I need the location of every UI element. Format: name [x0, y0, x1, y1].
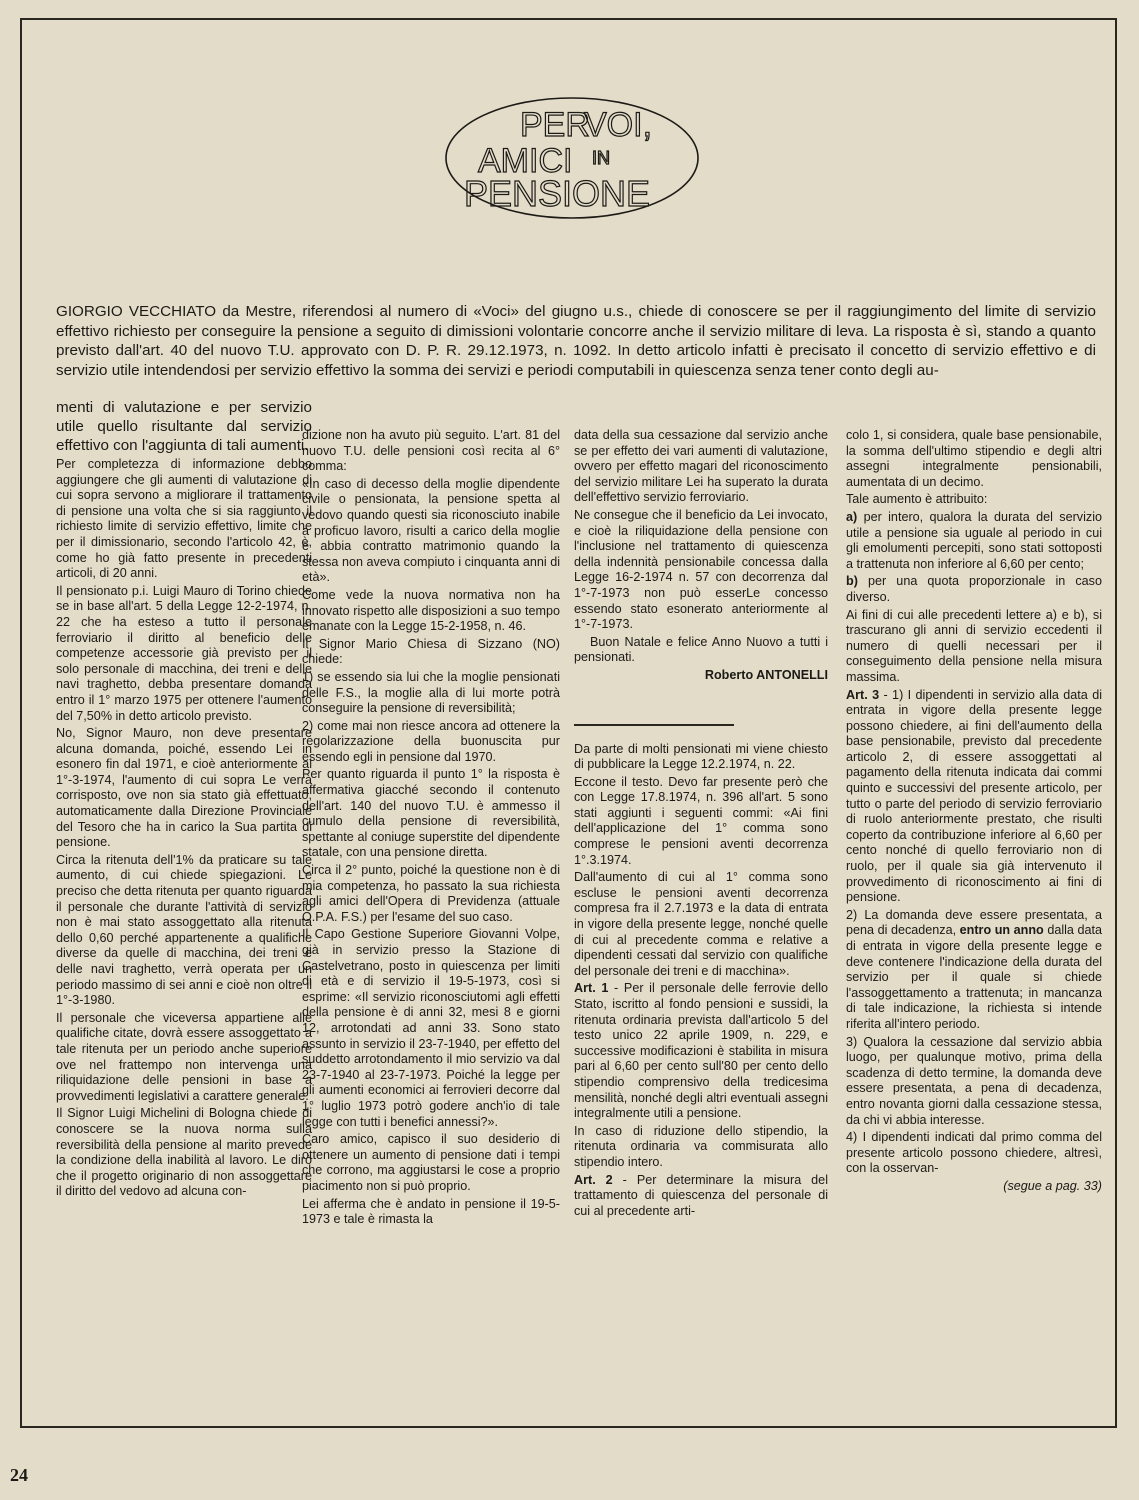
- list-item: [846, 510, 1102, 572]
- article-1: [574, 981, 828, 1121]
- paragraph: «In caso di decesso della moglie dipendente civile o pensionata, la pensione spetta al vedovo quando questi sia riconosciuto inabile a proficuo lavoro, risulti a carico della moglie e abbia contratto matrimonio quando la stessa non aveva compiuto i cinquanta anni di età».: [302, 476, 560, 585]
- paragraph: Caro amico, capisco il suo desiderio di ottenere un aumento di pensione dati i tempi che corrono, ma aggiustarsi le cose a proprio piacimento non si può proprio.: [302, 1132, 560, 1193]
- paragraph: Ne consegue che il beneficio da Lei invocato, e cioè la riliquidazione della pensione con l'inclusione nel trattamento di quiescenza della indennità pensionabile concessa dalla Legge 16-2-1974 n. 57 con decorrenza dal 1°-7-1973 non può esserLe concesso essendo stato esonerato anteriormente al 1°-7-1973.: [574, 507, 828, 632]
- continued-note: (segue a pag. 33): [1003, 1178, 1102, 1193]
- paragraph: Tale aumento è attribuito:: [846, 492, 988, 507]
- paragraph: 2) come mai non riesce ancora ad ottenere la regolarizzazione della buonuscita pur essendo egli in pensione dal 1970.: [302, 718, 560, 764]
- paragraph: Il Signor Luigi Michelini di Bologna chiede di conoscere se la nuova norma sulla reversibilità della pensione al marito prevede la condizione della inabilità al lavoro. Le dirò che il progetto originario di non assoggettare il diritto del vedovo ad alcuna con-: [56, 1106, 312, 1199]
- logo-voi: VOI,: [584, 106, 653, 144]
- column-2: [302, 428, 560, 1230]
- article-text: - 1) I dipendenti in servizio alla data di entrata in vigore della presente legge possono chiedere, ai fini dell'aumento della base pensionabile, previsto dal precedente articolo 2, di essere assoggettati al pagamento della ritenuta indicata dai commi quinto e successivi del presente articolo, per tutto o parte del periodo di servizio ferroviario di ruolo anteriormente prestato, che risulti coperto da contribuzione inferiore al 6,60 per cento nonché di quello ferroviario non di ruolo, per il quale sia già intervenuto il provvedimento di riconoscimento ai fini di pensione.: [846, 687, 1102, 905]
- item-text: per intero, qualora la durata del servizio utile a pensione sia uguale al periodo in cui gli emolumenti percepiti, sono stati sottoposti a trattenuta non inferiore al 6,60 per cento;: [846, 509, 1102, 571]
- column-3: [574, 428, 828, 1221]
- item-text: per una quota proporzionale in caso diverso.: [846, 574, 1102, 604]
- paragraph: 4) I dipendenti indicati dal primo comma del presente articolo possono chiedere, altresì, con la osservan-: [846, 1130, 1102, 1176]
- item-label: a): [846, 509, 858, 524]
- paragraph: Lei afferma che è andato in pensione il 19-5-1973 e tale è rimasta la: [302, 1196, 560, 1227]
- paragraph: No, Signor Mauro, non deve presentare alcuna domanda, poiché, essendo Lei in esonero fin dal 1971, e cioè anteriormente al 1°-3-1974, l'aumento di cui sopra Le verrà corrisposto, ove non sia stato già effettuato, automaticamente dalla Direzione Provinciale del Tesoro che ha in carico la Sua partita di pensione.: [56, 726, 312, 850]
- list-item: [846, 574, 1102, 605]
- text: dalla data di entrata in vigore della presente legge e deve contenere l'indicazione della durata del servizio per il quale si chiede l'assoggettamento a trattenuta; in mancanza di tale indicazione, la richiesta si intende riferita all'intero periodo.: [846, 923, 1103, 1031]
- paragraph: Il Capo Gestione Superiore Giovanni Volpe, già in servizio presso la Stazione di Castelvetrano, posto in quiescenza per limiti di età e di servizio il 19-5-1973, così si esprime: «Il servizio riconosciutomi agli effetti della pensione è di anni 32, mesi 8 e giorni 12, arrotondati ad anni 33. Sono stato assunto in servizio il 23-7-1940, per effetto del suddetto arrotondamento il mio servizio va dal 23-7-1940 al 23-7-1973. Poiché la legge per gli aumenti economici ai ferrovieri decorre dal 1° luglio 1973 potrò godere anch'io di tale legge con tutti i benefici annessi?».: [302, 927, 560, 1129]
- paragraph: Per completezza di informazione debbo aggiungere che gli aumenti di valutazione di cui sopra servono a migliorare il trattamento di pensione una volta che si sia raggiunto il richiesto limite di servizio effettivo, limite che per il dimissionario, secondo l'articolo 42, è, come ho già fatto presente in precedenti articoli, di 20 anni.: [56, 457, 312, 581]
- greeting: Buon Natale e felice Anno Nuovo a tutti i pensionati.: [574, 634, 828, 665]
- logo-per: PER: [520, 106, 590, 144]
- paragraph: Ai fini di cui alle precedenti lettere a) e b), si trascurano gli anni di servizio eccedenti il numero di quelli necessari per il conseguimento della pensione nella misura massima.: [846, 607, 1102, 684]
- paragraph: [846, 908, 1102, 1033]
- item-label: b): [846, 574, 858, 589]
- intro-paragraph: [56, 302, 1096, 380]
- paragraph: Dall'aumento di cui al 1° comma sono escluse le pensioni aventi decorrenza compresa fra il 2.7.1973 e la data di entrata in vigore della presente legge, nonché quelle di cui al precedente comma e relative a dipendenti cessati dal servizio con qualifiche del personale dei treni e di macchina».: [574, 870, 828, 978]
- paragraph: Il Signor Mario Chiesa di Sizzano (NO) chiede:: [302, 636, 560, 667]
- article-text: - Per determinare la misura del trattamento di quiescenza del personale di cui al precedente arti-: [574, 1172, 828, 1218]
- paragraph: colo 1, si considera, quale base pensionabile, la somma dell'ultimo stipendio e degli altri assegni integralmente pensionabili, aumentata di un decimo.: [846, 428, 1102, 489]
- article-3: [846, 688, 1102, 906]
- logo-in: IN: [592, 148, 610, 168]
- paragraph: 1) se essendo sia lui che la moglie pensionati delle F.S., la moglie alla di lui morte potrà conseguire la pensione di reversibilità;: [302, 669, 560, 716]
- paragraph: dizione non ha avuto più seguito. L'art. 81 del nuovo T.U. delle pensioni così recita al 6° comma:: [302, 428, 560, 474]
- article-2: [574, 1173, 828, 1220]
- paragraph: Da parte di molti pensionati mi viene chiesto di pubblicare la Legge 12.2.1974, n. 22.: [574, 741, 828, 772]
- logo-graphic: [442, 92, 702, 222]
- article-text: - Per il personale delle ferrovie dello Stato, iscritto al fondo pensioni e sussidi, la ritenuta ordinaria prevista dall'articolo 5 del testo unico 22 aprile 1909, n. 229, e successive modificazioni è stabilita in misura pari al 6,60 per cento sull'80 per cento dello stipendio comprensivo della tredicesima mensilità, nonché degli altri eventuali assegni integralmente utili a pensione.: [574, 981, 828, 1121]
- column-1-lead: menti di valutazione e per servizio utile quello risultante dal servizio effettivo con l'aggiunta di tali aumenti.: [56, 399, 312, 454]
- section-divider: [574, 724, 734, 726]
- article-label: Art. 1: [574, 981, 609, 996]
- paragraph: data della sua cessazione dal servizio anche se per effetto dei vari aumenti di valutazione, ovvero per effetto magari del riconoscimento del servizio militare Lei ha superato la durata dell'effettivo servizio ferroviario.: [574, 428, 828, 505]
- column-logo: [442, 92, 702, 222]
- paragraph: Circa la ritenuta dell'1% da praticare su tale aumento, di cui chiede spiegazioni. Le preciso che detta ritenuta per quanto riguarda il personale che durante l'attività di servizio non è mai stato assoggettato alla ritenuta dello 0,60 perché appartenente a qualifiche diverse da quelle di macchina, dei treni e delle navi traghetto, verrà operata per un periodo massimo di sei anni e cioè non oltre il 1°-3-1980.: [56, 852, 312, 1008]
- paragraph: Circa il 2° punto, poiché la questione non è di mia competenza, ho passato la sua richiesta agli amici dell'Opera di Previdenza (attuale O.P.A. F.S.) per l'esame del suo caso.: [302, 863, 560, 924]
- article-label: Art. 3: [846, 687, 880, 702]
- paragraph: 3) Qualora la cessazione dal servizio abbia luogo, per qualunque motivo, prima della scadenza di detto termine, la domanda deve essere presentata, a pena di decadenza, entro novanta giorni dalla cessazione stessa, da chi vi abbia interesse.: [846, 1034, 1102, 1127]
- column-1: [56, 398, 312, 1202]
- paragraph: Per quanto riguarda il punto 1° la risposta è affermativa giacché secondo il contenuto dell'art. 140 del nuovo T.U. è ammesso il cumulo della pensione di reversibilità, spettante al coniuge superstite del dipendente statale, con una pensione diretta.: [302, 767, 560, 860]
- paragraph: In caso di riduzione dello stipendio, la ritenuta ordinaria va commisurata allo stipendio intero.: [574, 1123, 828, 1169]
- logo-amici: AMICI: [478, 142, 573, 180]
- author-signature: Roberto ANTONELLI: [704, 667, 828, 682]
- text: 2) La domanda deve essere presentata, a pena di decadenza,: [846, 907, 1102, 938]
- paragraph: Il pensionato p.i. Luigi Mauro di Torino chiede se in base all'art. 5 della Legge 12-2-1974, n. 22 che ha esteso a tutto il personale ferroviario il diritto al beneficio delle competenze accessorie già previsto per il solo personale di macchina, dei treni e delle navi traghetto, debba presentare domanda entro il 1° marzo 1975 per ottenere l'aumento del 7,50% in detto articolo previsto.: [56, 583, 312, 723]
- column-4: [846, 428, 1102, 1197]
- paragraph: Il personale che viceversa appartiene alle qualifiche citate, dovrà essere assoggettato a tale ritenuta per un periodo anche superiore ove nel frattempo non intervenga una riliquidazione delle pensioni in base a provvedimenti legislativi a carattere generale.: [56, 1010, 312, 1103]
- page-number: 24: [10, 1465, 28, 1485]
- logo-pensione: PENSIONE: [464, 173, 651, 214]
- paragraph: Eccone il testo. Devo far presente però che con Legge 17.8.1974, n. 396 all'art. 5 sono stati aggiunti i seguenti commi: «Ai fini dell'applicazione del 1° comma sono comprese le pensioni aventi decorrenza 1°.3.1974.: [574, 774, 828, 867]
- intro-text: GIORGIO VECCHIATO da Mestre, riferendosi al numero di «Voci» del giugno u.s., chiede di conoscere se per il raggiungimento del limite di servizio effettivo richiesto per conseguire la pensione a seguito di dimissioni volontarie concorre anche il servizio militare di leva. La risposta è sì, stando a quanto previsto dall'art. 40 del nuovo T.U. approvato con D. P. R. 29.12.1973, n. 1092. In detto articolo infatti è precisato il concetto di servizio effettivo e di servizio utile intendendosi per servizio effettivo la somma dei servizi e periodi computabili in quiescenza senza tener conto degli au-: [56, 303, 1096, 379]
- article-label: Art. 2: [574, 1172, 613, 1187]
- emphasis: entro un anno: [959, 923, 1044, 938]
- paragraph: Come vede la nuova normativa non ha innovato rispetto alle disposizioni a suo tempo emanate con la Legge 15-2-1958, n. 46.: [302, 587, 560, 634]
